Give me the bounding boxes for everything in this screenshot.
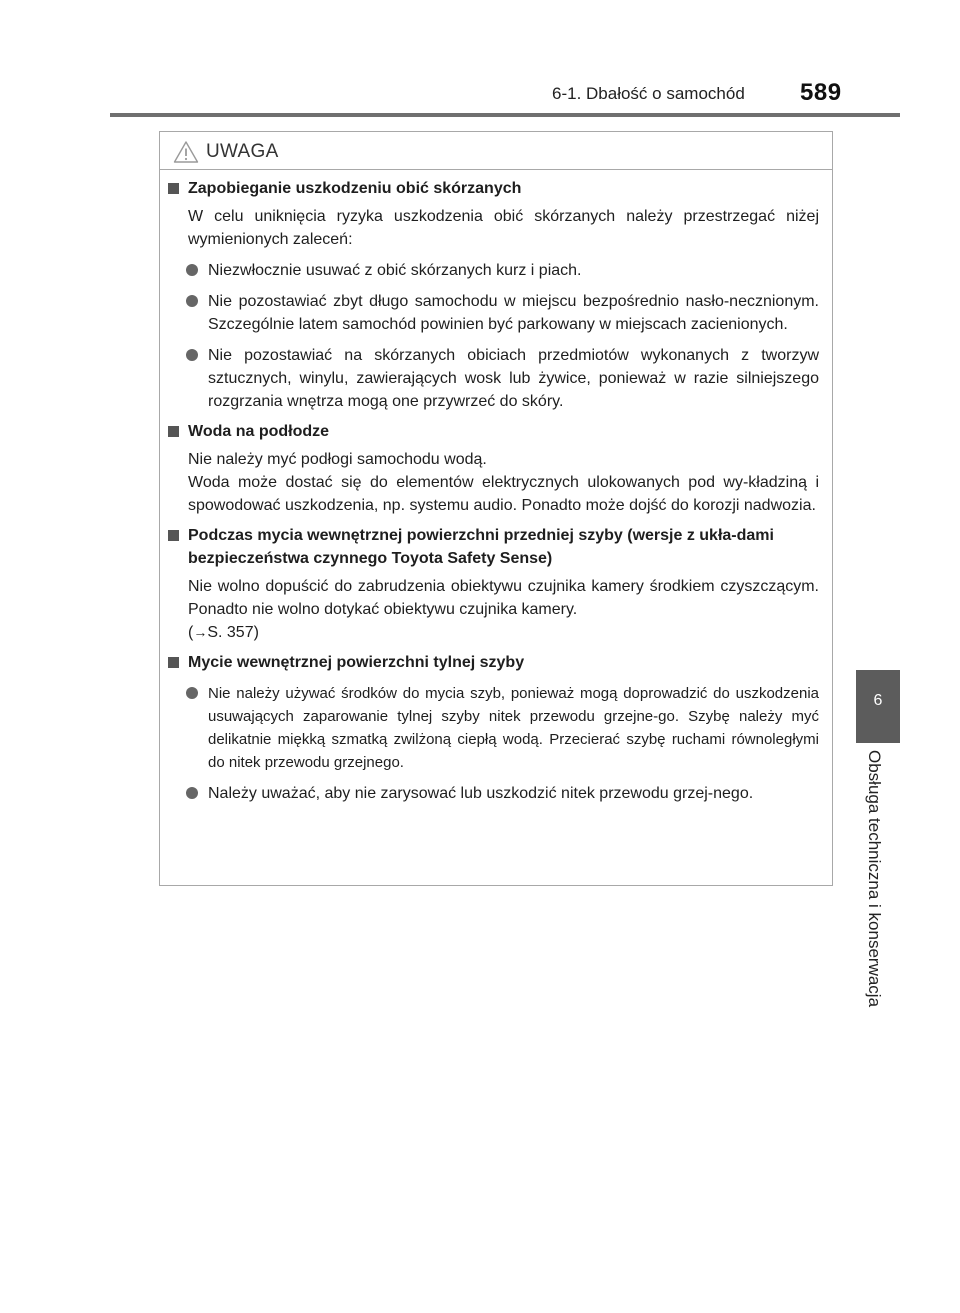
chapter-title: Obsługa techniczna i konserwacja bbox=[865, 750, 884, 1008]
paragraph-line: Nie należy myć podłogi samochodu wodą. bbox=[188, 451, 487, 468]
page-reference bbox=[188, 621, 819, 644]
section-heading bbox=[164, 177, 819, 200]
section-heading-text: Podczas mycia wewnętrznej powierzchni przedniej szyby (wersje z ukła-dami bezpieczeństwa czynnego Toyota Safety Sense) bbox=[188, 527, 774, 567]
section-heading bbox=[164, 651, 819, 674]
circle-bullet-icon bbox=[186, 687, 198, 699]
circle-bullet-icon bbox=[186, 349, 198, 361]
paragraph bbox=[164, 448, 819, 517]
header-section-title: 6-1. Dbałość o samochód bbox=[552, 84, 745, 103]
paragraph bbox=[164, 575, 819, 644]
square-bullet-icon bbox=[168, 426, 179, 437]
page-number: 589 bbox=[800, 79, 842, 106]
paragraph-line: Woda może dostać się do elementów elektrycznych ulokowanych pod wy-kładziną i spowodować uszkodzenia, np. systemu audio. Ponadto może dojść do korozji nadwozia. bbox=[188, 474, 819, 514]
chapter-number: 6 bbox=[873, 692, 883, 709]
bullet-item bbox=[164, 344, 819, 413]
bullet-item bbox=[164, 290, 819, 336]
square-bullet-icon bbox=[168, 530, 179, 541]
section-heading bbox=[164, 524, 819, 570]
circle-bullet-icon bbox=[186, 787, 198, 799]
bullet-text: Należy uważać, aby nie zarysować lub uszkodzić nitek przewodu grzej-nego. bbox=[208, 785, 754, 802]
header-rule bbox=[110, 113, 900, 117]
reference-text: S. 357) bbox=[207, 624, 259, 641]
reference-open: ( bbox=[188, 624, 194, 641]
warning-content bbox=[164, 177, 819, 805]
section-heading bbox=[164, 420, 819, 443]
circle-bullet-icon bbox=[186, 295, 198, 307]
bullet-text: Nie pozostawiać na skórzanych obiciach przedmiotów wykonanych z tworzyw sztucznych, winylu, zawierających wosk lub żywice, ponieważ w razie silniejszego rozgrzania wnętrza mogą one przywrzeć do skóry. bbox=[208, 347, 819, 410]
bullet-item bbox=[164, 682, 819, 774]
circle-bullet-icon bbox=[186, 264, 198, 276]
bullet-text: Nie pozostawiać zbyt długo samochodu w miejscu bezpośrednio nasło-necznionym. Szczególnie latem samochód powinien być parkowany w miejscach zacienionych. bbox=[208, 293, 819, 333]
bullet-text: Nie należy używać środków do mycia szyb, ponieważ mogą doprowadzić do uszkodzenia usuwających zaparowanie tylnej szyby nitek przewodu grzejne-go. Szybę należy myć delikatnie miękką szmatką zwilżoną ciepłą wodą. Przecierać szybę ruchami równoległymi do nitek przewodu grzejnego. bbox=[208, 685, 819, 771]
square-bullet-icon bbox=[168, 657, 179, 668]
paragraph-text: Nie wolno dopuścić do zabrudzenia obiektywu czujnika kamery środkiem czyszczącym. Ponadto nie wolno dotykać obiektywu czujnika kamery. bbox=[188, 578, 819, 618]
paragraph: W celu uniknięcia ryzyka uszkodzenia obić skórzanych należy przestrzegać niżej wymienionych zaleceń: bbox=[188, 208, 819, 248]
bullet-item bbox=[164, 782, 819, 805]
section-heading-text: Zapobieganie uszkodzeniu obić skórzanych bbox=[188, 180, 522, 197]
warning-triangle-icon bbox=[173, 140, 199, 164]
warning-box bbox=[159, 131, 833, 886]
chapter-tab bbox=[856, 670, 900, 743]
square-bullet-icon bbox=[168, 183, 179, 194]
warning-title: UWAGA bbox=[206, 141, 279, 162]
right-arrow-icon: → bbox=[193, 624, 208, 640]
warning-header bbox=[160, 132, 832, 170]
bullet-text: Niezwłocznie usuwać z obić skórzanych kurz i piach. bbox=[208, 262, 582, 279]
section-heading-text: Mycie wewnętrznej powierzchni tylnej szyby bbox=[188, 654, 525, 671]
section-heading-text: Woda na podłodze bbox=[188, 423, 330, 440]
bullet-item bbox=[164, 259, 819, 282]
